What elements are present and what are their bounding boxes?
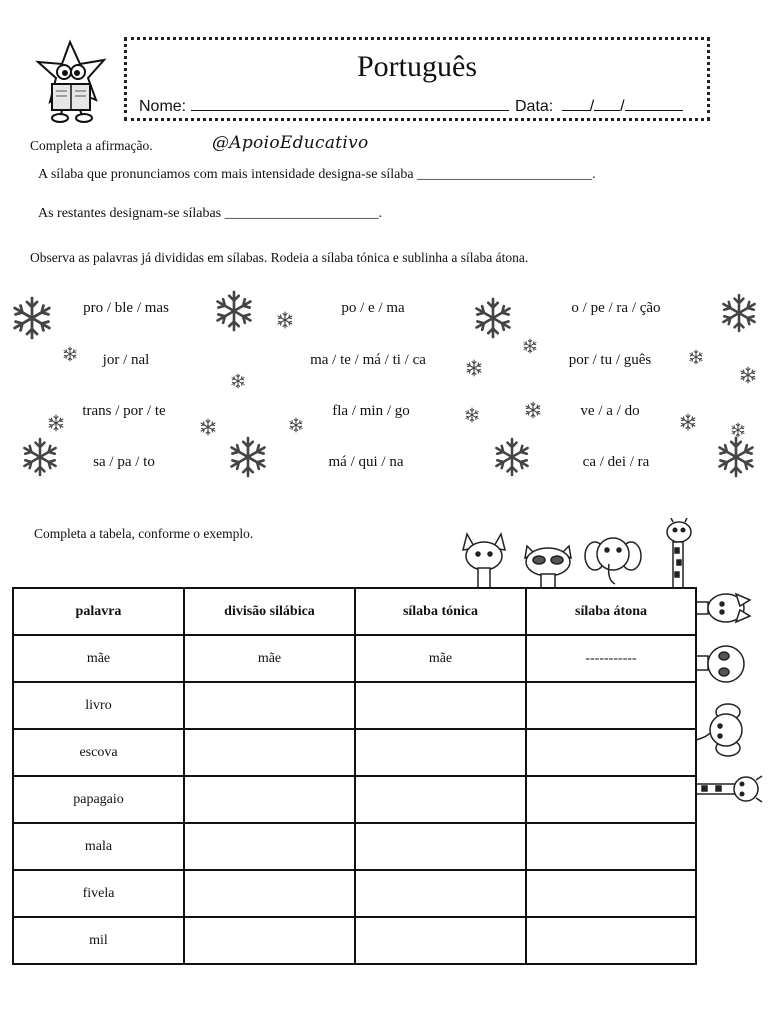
table-cell-blank[interactable]: [355, 682, 526, 729]
table-cell-word: mil: [13, 917, 184, 964]
table-cell-blank[interactable]: [526, 776, 696, 823]
giraffe-icon: [667, 518, 691, 588]
table-row: [13, 682, 696, 729]
snowflake-icon: [690, 350, 702, 364]
table-cell-word: escova: [13, 729, 184, 776]
syllable-word: po / e / ma: [341, 300, 405, 316]
table-cell-blank[interactable]: [355, 729, 526, 776]
side-animal-decorations: [696, 580, 768, 810]
snowflake-icon: [278, 312, 292, 328]
table-cell-blank[interactable]: [184, 776, 355, 823]
table-row: [13, 823, 696, 870]
syllable-word: trans / por / te: [82, 403, 166, 419]
table-cell: mãe: [184, 635, 355, 682]
table-cell-word: mãe: [13, 635, 184, 682]
table-cell-blank[interactable]: [184, 682, 355, 729]
table-row-example: [13, 635, 696, 682]
snowflake-decorations: [0, 0, 768, 500]
table-cell-word: mala: [13, 823, 184, 870]
fox-icon: [463, 534, 505, 588]
table-cell-blank[interactable]: [184, 729, 355, 776]
table-cell-blank[interactable]: [526, 729, 696, 776]
snowflake-icon: [681, 414, 695, 430]
snowflake-icon: [201, 419, 215, 435]
snowflake-icon: [15, 298, 50, 338]
table-cell-blank[interactable]: [355, 776, 526, 823]
elephant-icon: [696, 704, 742, 756]
fox-icon: [696, 594, 750, 622]
column-header: divisão silábica: [184, 588, 355, 635]
table-row: [13, 776, 696, 823]
table-cell-blank[interactable]: [526, 823, 696, 870]
date-label: Data:: [515, 98, 554, 115]
syllable-table: [12, 587, 697, 965]
statement-2: As restantes designam-se sílabas ______________________.: [38, 206, 383, 221]
column-header: sílaba tónica: [355, 588, 526, 635]
snowflake-icon: [467, 360, 481, 376]
elephant-icon: [585, 538, 641, 584]
table-row: [13, 870, 696, 917]
snowflake-icon: [232, 374, 244, 388]
instruction-complete-statement: Completa a afirmação.: [30, 138, 153, 153]
snowflake-icon: [232, 438, 265, 476]
syllable-word: má / qui / na: [328, 454, 404, 470]
instruction-syllables: Observa as palavras já divididas em sílabas. Rodeia a sílaba tónica e sublinha a sílaba átona.: [30, 250, 529, 265]
syllable-word: sa / pa / to: [93, 454, 155, 470]
snowflake-icon: [720, 438, 753, 476]
raccoon-icon: [696, 646, 744, 682]
date-separator: /: [620, 98, 625, 115]
syllable-word: por / tu / guês: [568, 352, 652, 368]
syllable-word: fla / min / go: [332, 403, 410, 419]
page-title: Português: [357, 50, 477, 83]
name-label: Nome:: [139, 98, 187, 115]
table-cell-blank[interactable]: [184, 870, 355, 917]
table-row: [13, 729, 696, 776]
snowflake-icon: [723, 295, 754, 331]
table-cell-blank[interactable]: [355, 917, 526, 964]
syllable-word: o / pe / ra / ção: [571, 300, 661, 316]
snowflake-icon: [741, 367, 755, 383]
syllable-word: ca / dei / ra: [582, 454, 650, 470]
table-cell-blank[interactable]: [355, 870, 526, 917]
snowflake-icon: [218, 292, 251, 330]
table-row: [13, 917, 696, 964]
snowflake-icon: [466, 408, 478, 422]
table-cell-blank[interactable]: [526, 870, 696, 917]
snowflake-icon: [526, 402, 540, 418]
snowflake-icon: [524, 339, 536, 353]
snowflake-icon: [290, 418, 302, 432]
raccoon-icon: [525, 546, 571, 588]
snowflake-icon: [24, 439, 55, 475]
author-handle: @ApoioEducativo: [212, 133, 369, 153]
snowflake-icon: [496, 439, 527, 475]
date-separator: /: [589, 98, 595, 115]
syllable-word: ve / a / do: [580, 403, 640, 419]
instruction-table: Completa a tabela, conforme o exemplo.: [34, 526, 254, 541]
table-header-row: [13, 588, 696, 635]
statement-1: A sílaba que pronunciamos com mais intensidade designa-se sílaba _________________________.: [38, 167, 596, 182]
snowflake-icon: [732, 423, 744, 437]
giraffe-icon: [696, 776, 762, 802]
table-cell-blank[interactable]: [184, 917, 355, 964]
table-cell-word: fivela: [13, 870, 184, 917]
snowflake-icon: [49, 415, 63, 431]
table-cell-word: papagaio: [13, 776, 184, 823]
table-cell-word: livro: [13, 682, 184, 729]
table-cell: -----------: [526, 635, 696, 682]
syllable-word: ma / te / má / ti / ca: [310, 352, 426, 368]
snowflake-icon: [64, 347, 76, 361]
table-cell-blank[interactable]: [355, 823, 526, 870]
column-header: sílaba átona: [526, 588, 696, 635]
syllable-word: pro / ble / mas: [83, 300, 169, 316]
table-cell-blank[interactable]: [184, 823, 355, 870]
snowflake-icon: [477, 299, 510, 337]
syllable-word: jor / nal: [102, 352, 150, 368]
table-cell-blank[interactable]: [526, 917, 696, 964]
column-header: palavra: [13, 588, 184, 635]
table-cell-blank[interactable]: [526, 682, 696, 729]
table-cell: mãe: [355, 635, 526, 682]
